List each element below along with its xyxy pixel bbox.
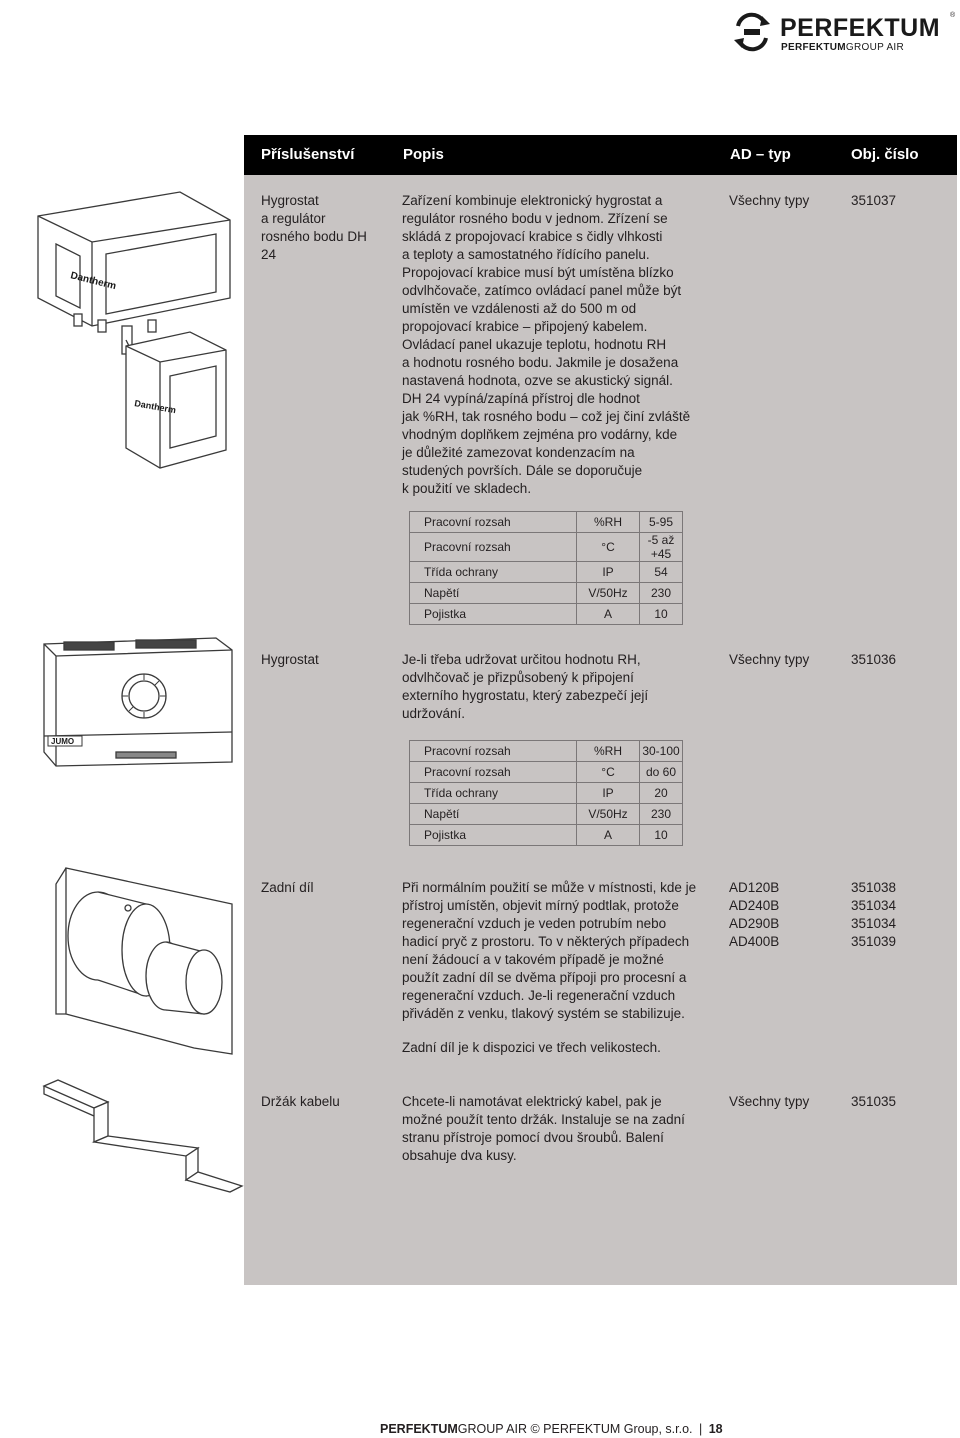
dantherm-label-1: Dantherm	[69, 270, 118, 293]
table-row: Pracovní rozsah °C -5 až +45	[410, 533, 683, 562]
page-number: 18	[708, 1422, 723, 1436]
perfektum-logo-icon	[732, 12, 772, 52]
table-row: Třída ochrany IP 54	[410, 562, 683, 583]
table-row: Pracovní rozsah %RH 30-100	[410, 741, 683, 762]
product-description-hygrostat: Je-li třeba udržovat určitou hodnotu RH, odvlhčovač je přizpůsobený k připojení externího hygrostatu, který zabezpečí její udržování.	[402, 652, 649, 721]
ad-type-dh24: Všechny typy	[729, 193, 810, 208]
product-name-hygrostat: Hygrostat	[261, 652, 319, 667]
product-name-cable-holder: Držák kabelu	[261, 1094, 340, 1109]
dantherm-label-2: Dantherm	[133, 398, 177, 416]
spec-table-dh24	[409, 511, 683, 625]
header-description: Popis	[403, 146, 444, 163]
table-row: Pojistka A 10	[410, 825, 683, 846]
header-order-number: Obj. číslo	[851, 146, 919, 163]
product-description-dh24: Zařízení kombinuje elektronický hygrostat a regulátor rosného bodu v jednom. Zřízení se skládá z propojovací krabice s čidly vlhkosti a teploty a samostatného řídícího panelu. Propojovací krabice musí být umístěna blízko odvlhčovače, zatímco ovládací panel může být umístěn ve vzdálenosti až do 500 m od propojovací krabice – připojený kabelem. Ovládací panel ukazuje teplotu, hodnotu RH a hodnotu rosného bodu. Jakmile je dosažena nastavená hodnota, ozve se akustický signál. DH 24 vypíná/zapíná přístroj dle hodnot jak %RH, tak rosného bodu – což jej činí zvláště vhodným doplňkem zejména pro vodárny, kde je důležité zamezovat kondenzacím na studených površích. Dále se doporučuje k použití ve skladech.	[402, 193, 691, 496]
ad-type-cable-holder: Všechny typy	[729, 1094, 810, 1109]
table-row: Pracovní rozsah %RH 5-95	[410, 512, 683, 533]
brand-subtitle: PERFEKTUMGROUP AIR	[781, 42, 905, 53]
back-panel-note: Zadní díl je k dispozici ve třech velikostech.	[402, 1040, 661, 1055]
registered-mark: ®	[950, 12, 956, 19]
back-panel-illustration	[36, 864, 241, 1064]
hygrostat-illustration	[36, 632, 236, 772]
table-row: Napětí V/50Hz 230	[410, 804, 683, 825]
dh24-device-illustration	[30, 180, 235, 480]
product-name-back-panel: Zadní díl	[261, 880, 314, 895]
product-name-dh24: Hygrostat a regulátor rosného bodu DH 24	[261, 193, 367, 262]
table-row: Pracovní rozsah °C do 60	[410, 762, 683, 783]
spec-table-hygrostat	[409, 740, 683, 846]
header-accessory: Příslušenství	[261, 146, 355, 163]
page-footer	[0, 1420, 960, 1438]
ad-type-back-panel: AD120B AD240B AD290B AD400B	[729, 880, 780, 949]
product-description-back-panel: Při normálním použití se může v místnosti, kde je přístroj umístěn, objevit mírný podtlak, protože regenerační vzduch je veden potrubím nebo hadicí pryč z prostoru. To v některých případech není žádoucí a v takovém případě je možné použít zadní díl se dvěma přípoji pro procesní a regenerační vzduch. Je-li regenerační vzduch přiváděn z venku, tlakový systém se stabilizuje.	[402, 880, 697, 1021]
header-ad-type: AD – typ	[730, 146, 791, 163]
table-header	[244, 135, 957, 175]
footer-text: PERFEKTUMGROUP AIR © PERFEKTUM Group, s.r.o. | 18	[380, 1422, 723, 1436]
brand-name: PERFEKTUM	[780, 14, 941, 42]
table-row: Třída ochrany IP 20	[410, 783, 683, 804]
order-number-dh24: 351037	[851, 193, 897, 208]
cable-holder-illustration	[36, 1076, 246, 1196]
table-row: Pojistka A 10	[410, 604, 683, 625]
order-number-hygrostat: 351036	[851, 652, 897, 667]
ad-type-hygrostat: Všechny typy	[729, 652, 810, 667]
order-number-cable-holder: 351035	[851, 1094, 897, 1109]
table-row: Napětí V/50Hz 230	[410, 583, 683, 604]
order-number-back-panel: 351038 351034 351034 351039	[851, 880, 897, 949]
brand-logo	[732, 12, 956, 52]
product-description-cable-holder: Chcete-li namotávat elektrický kabel, pak je možné použít tento držák. Instaluje se na zadní stranu přístroje pomocí dvou šroubů. Balení obsahuje dva kusy.	[402, 1094, 685, 1163]
jumo-label: JUMO	[51, 737, 75, 746]
